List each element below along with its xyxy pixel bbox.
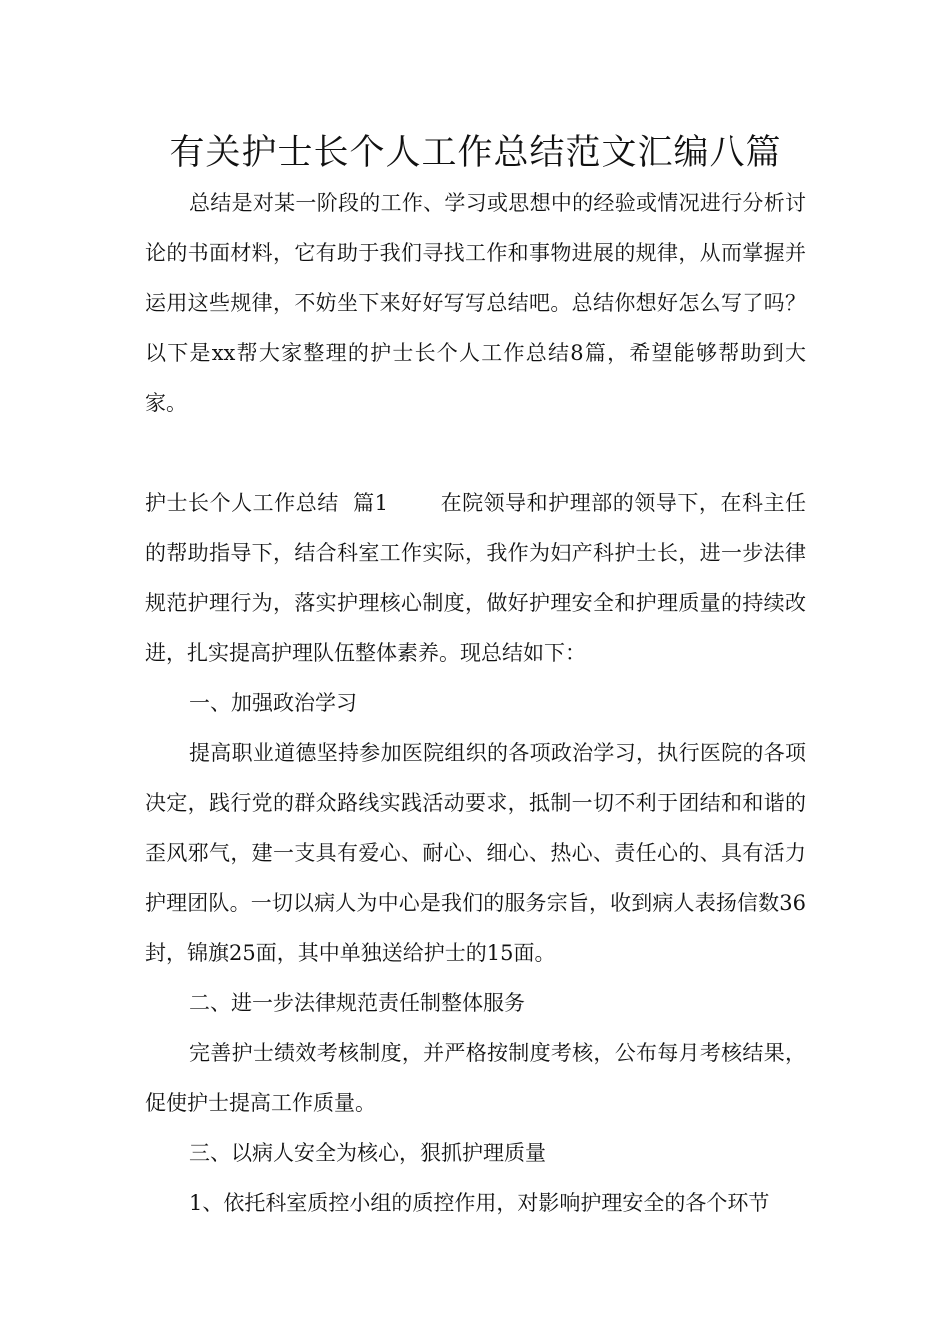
article1-opening-paragraph xyxy=(145,478,806,678)
section2-body: 完善护士绩效考核制度，并严格按制度考核，公布每月考核结果，促使护士提高工作质量。 xyxy=(145,1041,806,1115)
blank-line xyxy=(145,428,806,478)
section2-title: 二、进一步法律规范责任制整体服务 xyxy=(189,991,525,1015)
section3-title: 三、以病人安全为核心，狠抓护理质量 xyxy=(189,1141,546,1165)
article1-opening-text: 在院领导和护理部的领导下，在科主任的帮助指导下，结合科室工作实际，我作为妇产科护士长，进一步法律规范护理行为，落实护理核心制度，做好护理安全和护理质量的持续改进，扎实提高护理队伍整体素养。现总结如下： xyxy=(145,491,807,665)
intro-paragraph: 总结是对某一阶段的工作、学习或思想中的经验或情况进行分析讨论的书面材料，它有助于我们寻找工作和事物进展的规律，从而掌握并运用这些规律，不妨坐下来好好写写总结吧。总结你想好怎么写了吗？以下是xx帮大家整理的护士长个人工作总结8篇，希望能够帮助到大家。 xyxy=(145,191,806,415)
section1-title: 一、加强政治学习 xyxy=(189,691,357,715)
section3-item1: 1、依托科室质控小组的质控作用，对影响护理安全的各个环节 xyxy=(189,1191,770,1215)
section1-body: 提高职业道德坚持参加医院组织的各项政治学习，执行医院的各项决定，践行党的群众路线实践活动要求，抵制一切不利于团结和和谐的歪风邪气，建一支具有爱心、耐心、细心、热心、责任心的、具有活力护理团队。一切以病人为中心是我们的服务宗旨，收到病人表扬信数36封，锦旗25面，其中单独送给护士的15面。 xyxy=(145,741,806,965)
article1-heading: 护士长个人工作总结 篇1 xyxy=(145,491,389,515)
document-title: 有关护士长个人工作总结范文汇编八篇 xyxy=(169,133,782,173)
